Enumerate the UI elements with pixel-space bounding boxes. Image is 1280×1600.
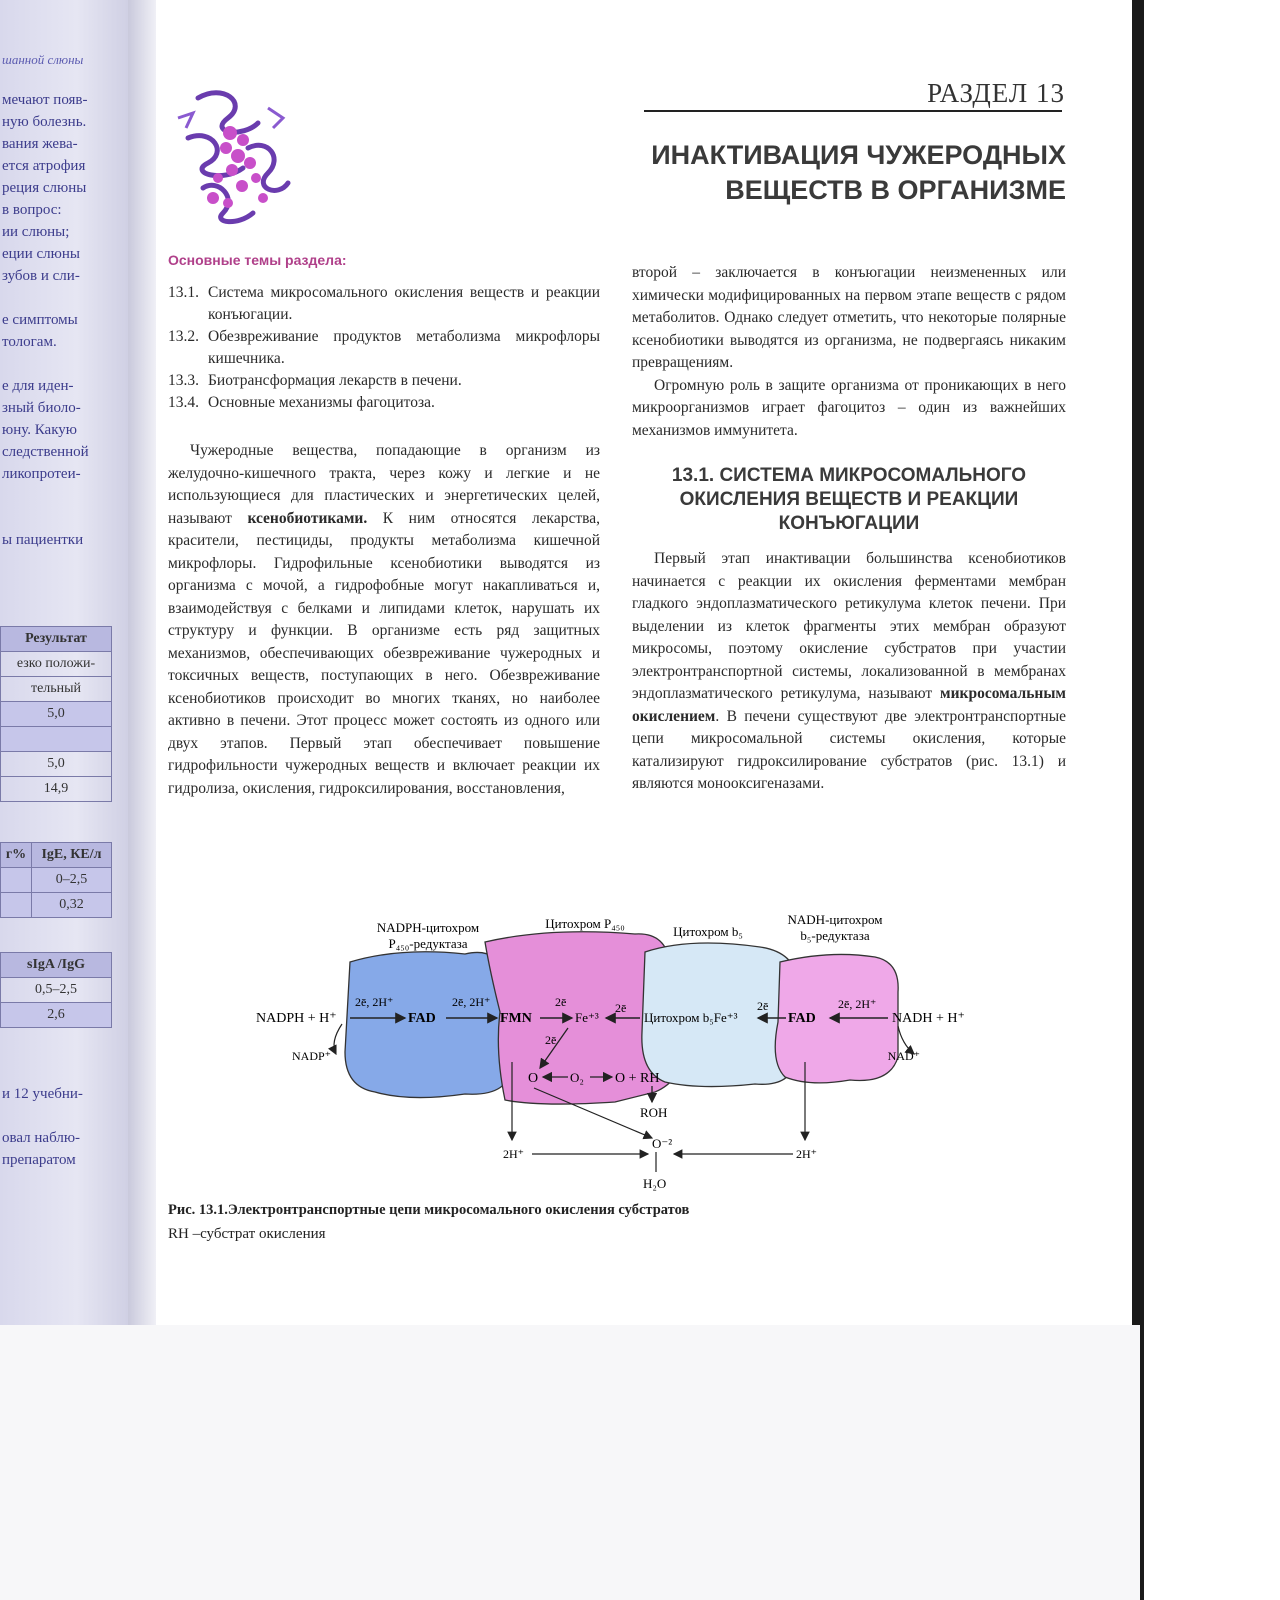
table-cell: 0–2,5 bbox=[32, 868, 112, 893]
previous-page-line: зубов и сли- bbox=[2, 268, 80, 284]
figure-caption: Рис. 13.1.Электронтранспортные цепи микросомального окисления субстратов bbox=[168, 1202, 690, 1218]
electron-transport-diagram bbox=[250, 912, 965, 1202]
substrate-label: O + RH bbox=[615, 1071, 660, 1086]
product-label: ROH bbox=[640, 1105, 668, 1120]
electron-label: 2ē bbox=[555, 995, 567, 1009]
paragraph-text: Первый этап инактивации большинства ксенобиотиков начинается с реакции их окисления ферментами мембран гладкого эндоплазматического ретикулума клеток печени. При выделении из клеток фрагменты этих мембран образуют микросомы, поэтому окисление субстратов при участии электронтранспортной системы, локализованной в мембранах эндоплазматического ретикулума, называют bbox=[632, 550, 1066, 702]
nadph-reductase-label: NADPH-цитохром bbox=[376, 920, 480, 935]
previous-page-line: реция слюны bbox=[2, 180, 87, 196]
topics-list bbox=[168, 282, 600, 414]
topic-number: 13.3. bbox=[168, 372, 199, 389]
previous-page-line: юну. Какую bbox=[2, 422, 77, 438]
previous-page-table bbox=[0, 842, 112, 918]
header-rule bbox=[644, 110, 1062, 112]
topic-number: 13.4. bbox=[168, 394, 199, 411]
oxide-ion-label: O⁻² bbox=[652, 1136, 673, 1151]
paragraph-text: К ним относятся лекарства, красители, пестициды, продукты метаболизма кишечной микрофлоры. Гидрофильные ксенобиотики выводятся из организма с мочой, а гидрофобные могут накапливаться и, взаимодействуя с белками и липидами клеток, нарушать их структуру и функции. В организме есть ряд защитных механизмов, обеспечивающих обезвреживание чужеродных и токсичных веществ, поступающих в него. Обезвреживание ксенобиотиков происходит во многих тканях, но наиболее активно в печени. Этот процесс может состоять из одного или двух этапов. Первый этап обеспечивает повышение гидрофильности чужеродных веществ и включает реакции их гидролиза, окисления, гидроксилирования, восстановления, bbox=[168, 509, 601, 797]
nadph-label: NADPH + H⁺ bbox=[256, 1011, 337, 1026]
fad-label: FAD bbox=[408, 1011, 436, 1026]
table-cell: 5,0 bbox=[1, 752, 112, 777]
chapter-title-line: ИНАКТИВАЦИЯ ЧУЖЕРОДНЫХ bbox=[651, 140, 1066, 170]
paragraph: второй – заключается в конъюгации неизмененных или химически модифицированных на первом этапе веществ с рядом метаболитов. Однако следует отметить, что некоторые полярные ксенобиотики выводятся из организма, не подвергаясь никаким превращениям. bbox=[632, 264, 1066, 371]
electron-label: 2ē, 2H⁺ bbox=[452, 995, 491, 1009]
topic-number: 13.2. bbox=[168, 328, 199, 345]
list-item bbox=[168, 326, 600, 370]
protein-structure-image bbox=[168, 78, 298, 228]
topic-text: Обезвреживание продуктов метаболизма микрофлоры кишечника. bbox=[208, 328, 600, 367]
previous-page-line: ную болезнь. bbox=[2, 114, 87, 130]
scan-margin bbox=[0, 1325, 1140, 1600]
paragraph: Огромную роль в защите организма от проникающих в него микроорганизмов играет фагоцитоз – один из важнейших механизмов иммунитета. bbox=[632, 376, 1066, 439]
dioxygen-label: O₂ bbox=[570, 1070, 584, 1085]
electron-label: 2ē, 2H⁺ bbox=[355, 995, 394, 1009]
electron-label: 2ē, 2H⁺ bbox=[838, 997, 877, 1011]
electron-label: 2ē bbox=[757, 999, 769, 1013]
fad-label: FAD bbox=[788, 1011, 816, 1026]
electron-label: 2ē bbox=[545, 1033, 557, 1047]
nadp-label: NADP⁺ bbox=[292, 1049, 332, 1063]
right-column bbox=[632, 262, 1066, 796]
table-cell: 2,6 bbox=[1, 1003, 112, 1028]
nadph-reductase-label: P₄₅₀-редуктаза bbox=[388, 936, 468, 951]
topics-label: Основные темы раздела: bbox=[168, 252, 347, 268]
table-cell: 5,0 bbox=[1, 702, 112, 727]
previous-page-line: ы пациентки bbox=[2, 532, 84, 548]
iron-label: Fe⁺³ bbox=[575, 1010, 599, 1025]
previous-page-line: ликопротеи- bbox=[2, 466, 81, 482]
paragraph-text: Чужеродные вещества, попадающие в организм из желудочно-кишечного тракта, через кожу и легкие и не использующиеся для пластических и энергетических целей, называют bbox=[168, 442, 600, 527]
nadh-reductase-label: NADH-цитохром bbox=[787, 912, 883, 927]
previous-page-line: еции слюны bbox=[2, 246, 80, 262]
previous-page-fragment bbox=[0, 0, 128, 1325]
previous-page-line: мечают появ- bbox=[2, 92, 88, 108]
list-item bbox=[168, 282, 600, 326]
bold-term: ксенобиотиками. bbox=[247, 509, 368, 527]
previous-page-table bbox=[0, 952, 112, 1028]
table-cell bbox=[1, 727, 112, 752]
previous-page-line: е для иден- bbox=[2, 378, 74, 394]
topic-text: Биотрансформация лекарств в печени. bbox=[208, 372, 462, 389]
list-item bbox=[168, 370, 600, 392]
topic-text: Система микросомального окисления веществ и реакции конъюгации. bbox=[208, 284, 600, 323]
paragraph-text: . В печени существуют две электронтранспортные цепи микросомальной системы окисления, которые катализируют гидроксилирование субстратов (рис. 13.1) и являются монооксигеназами. bbox=[632, 707, 1066, 792]
previous-page-line: ется атрофия bbox=[2, 158, 86, 174]
book-spine-shadow bbox=[128, 0, 156, 1325]
table-header: Результат bbox=[1, 627, 112, 652]
previous-page-line: тологам. bbox=[2, 334, 57, 350]
left-column bbox=[168, 440, 600, 800]
table-header: г% bbox=[1, 843, 32, 868]
previous-page-line: следственной bbox=[2, 444, 89, 460]
b5-label: Цитохром b₅ bbox=[673, 924, 743, 939]
previous-page-line: в вопрос: bbox=[2, 202, 62, 218]
previous-page-line: вания жева- bbox=[2, 136, 78, 152]
table-header: sIgA /IgG bbox=[1, 953, 112, 978]
chapter-title bbox=[600, 138, 1066, 208]
previous-page-line: е симптомы bbox=[2, 312, 78, 328]
section-number: РАЗДЕЛ 13 bbox=[927, 78, 1065, 108]
bold-term: микросомальным окислением bbox=[632, 685, 1066, 725]
topic-text: Основные механизмы фагоцитоза. bbox=[208, 394, 435, 411]
topic-number: 13.1. bbox=[168, 284, 199, 301]
previous-page-line: препаратом bbox=[2, 1152, 76, 1168]
chapter-title-line: ВЕЩЕСТВ В ОРГАНИЗМЕ bbox=[725, 175, 1066, 205]
table-cell: 0,5–2,5 bbox=[1, 978, 112, 1003]
nadh-label: NADH + H⁺ bbox=[892, 1011, 965, 1026]
table-cell: 0,32 bbox=[32, 893, 112, 918]
list-item bbox=[168, 392, 600, 414]
paragraph bbox=[168, 440, 600, 800]
previous-page-table bbox=[0, 626, 112, 802]
previous-page-line: ии слюны; bbox=[2, 224, 70, 240]
subsection-heading: 13.1. СИСТЕМА МИКРОСОМАЛЬНОГО ОКИСЛЕНИЯ ВЕЩЕСТВ И РЕАКЦИИ КОНЪЮГАЦИИ bbox=[671, 465, 1027, 534]
nad-label: NAD⁺ bbox=[887, 1049, 920, 1063]
proton-label: 2H⁺ bbox=[796, 1147, 817, 1161]
electron-label: 2ē bbox=[615, 1001, 627, 1015]
figure-note: RH –субстрат окисления bbox=[168, 1226, 326, 1242]
oxygen-label: O bbox=[528, 1071, 539, 1086]
b5-fe-label: Цитохром b₅Fe⁺³ bbox=[644, 1010, 738, 1025]
table-header: IgE, КЕ/л bbox=[32, 843, 112, 868]
paragraph bbox=[632, 548, 1066, 796]
fmn-label: FMN bbox=[500, 1011, 532, 1026]
previous-page-line: овал наблю- bbox=[2, 1130, 81, 1146]
previous-page-line: зный биоло- bbox=[2, 400, 81, 416]
p450-label: Цитохром P₄₅₀ bbox=[545, 916, 625, 931]
table-cell: тельный bbox=[1, 677, 112, 702]
table-cell: 14,9 bbox=[1, 777, 112, 802]
nadh-reductase-label: b₅-редуктаза bbox=[800, 928, 870, 943]
previous-page-line: и 12 учебни- bbox=[2, 1086, 83, 1102]
proton-label: 2H⁺ bbox=[503, 1147, 524, 1161]
table-cell: езко положи- bbox=[1, 652, 112, 677]
table-cell bbox=[1, 868, 32, 893]
water-label: H₂O bbox=[643, 1176, 667, 1191]
previous-page-header: шанной слюны bbox=[2, 52, 84, 67]
table-cell bbox=[1, 893, 32, 918]
